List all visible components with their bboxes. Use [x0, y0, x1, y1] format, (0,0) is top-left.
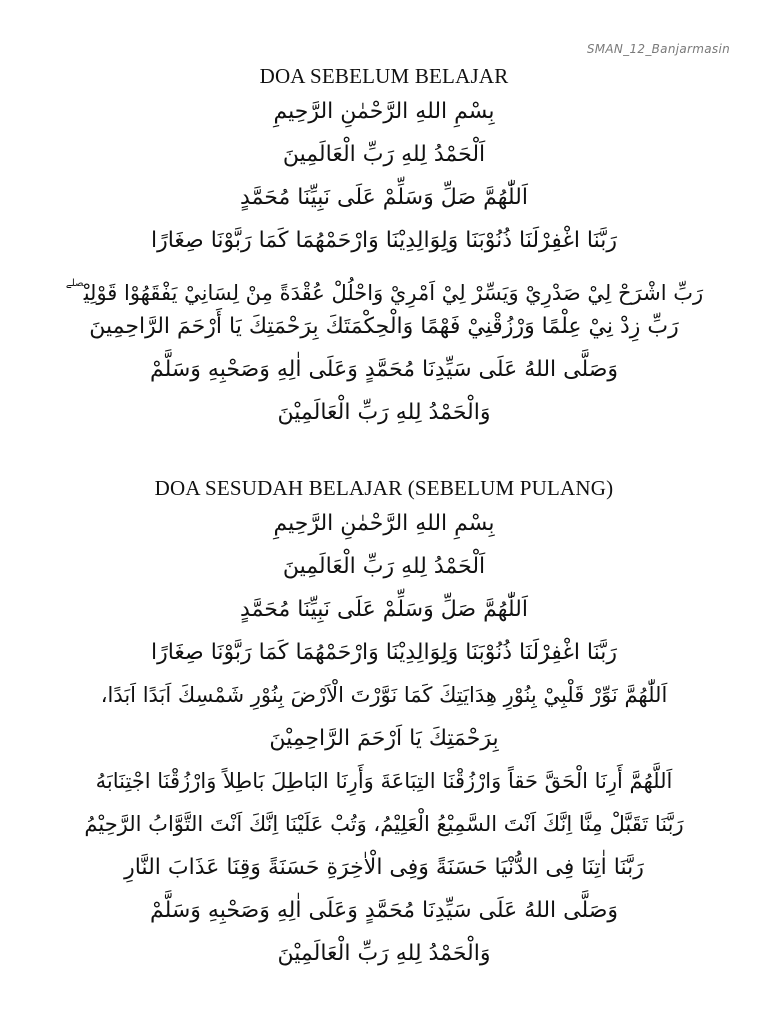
- arabic-line-nawwir-qalbi: اَللّٰهُمَّ نَوِّرْ قَلْبِيْ بِنُوْرِ هِدَايَتِكَ كَمَا نَوَّرْتَ الْاَرْضَ بِنُوْرِ شَمْسِكَ اَبَدًا اَبَدًا،: [100, 683, 668, 707]
- arabic-line-hamdalah: اَلْحَمْدُ لِلهِ رَبِّ الْعَالَمِينَ: [282, 142, 486, 167]
- arabic-line-hamdalah-penutup: وَالْحَمْدُ لِلهِ رَبِّ الْعَالَمِيْنَ: [277, 941, 491, 966]
- arabic-line-birahmatika: بِرَحْمَتِكَ يَا اَرْحَمَ الرَّاحِمِيْنَ: [269, 726, 499, 751]
- section-title: DOA SEBELUM BELAJAR: [259, 64, 509, 88]
- arabic-line-shalawat-penutup: وَصَلَّى اللهُ عَلَى سَيِّدِنَا مُحَمَّدٍ وَعَلَى اٰلِهِ وَصَحْبِهِ وَسَلَّمْ: [149, 898, 619, 923]
- section-doa-sesudah-belajar: [0, 474, 768, 975]
- arabic-line-doa-orang-tua: رَبَّنَا اغْفِرْلَنَا ذُنُوْبَنَا وَلِوَالِدِيْنَا وَارْحَمْهُمَا كَمَا رَبَّوْنَا صِغَارًا: [150, 640, 618, 665]
- arabic-line-shalawat: اَللّٰهُمَّ صَلِّ وَسَلِّمْ عَلَى نَبِيِّنَا مُحَمَّدٍ: [240, 185, 528, 210]
- arabic-line-shalawat: اَللّٰهُمَّ صَلِّ وَسَلِّمْ عَلَى نَبِيِّنَا مُحَمَّدٍ: [240, 597, 528, 622]
- arabic-line-rabbisyrahli: [0, 262, 768, 305]
- arabic-line-hamdalah: اَلْحَمْدُ لِلهِ رَبِّ الْعَالَمِينَ: [282, 554, 486, 579]
- arabic-line-rabbi-zidni: رَبِّ زِدْ نِيْ عِلْمًا وَرْزُقْنِيْ فَهْمًا وَالْحِكْمَتَكَ بِرَحْمَتِكَ يَا أَرْحَمَ الرَّاحِمِينَ: [89, 314, 679, 339]
- arabic-line-rabbana-atina: رَبَّنَا اٰتِنَا فِى الدُّنْيَا حَسَنَةً وَفِى الْاٰخِرَةِ حَسَنَةً وَقِنَا عَذَابَ النَّارِ: [124, 855, 644, 880]
- arabic-line-hamdalah-penutup: وَالْحَمْدُ لِلهِ رَبِّ الْعَالَمِيْنَ: [277, 400, 491, 425]
- arabic-line-text: رَبِّ اشْرَحْ لِيْ صَدْرِيْ وَيَسِّرْ لِيْ اَمْرِيْ وَاحْلُلْ عُقْدَةً مِنْ لِسَانِيْ يَفْقَهُوْا قَوْلِيْ: [83, 281, 704, 305]
- arabic-line-basmalah: بِسْمِ اللهِ الرَّحْمٰنِ الرَّحِيمِ: [273, 511, 495, 536]
- arabic-line-arinal-haqq: اَللَّهُمَّ أَرِنَا الْحَقَّ حَقاً وَارْزُقْنَا التِبَاعَةَ وَأَرِنَا البَاطِلَ بَاطِلاً وَارْزُقْنَا اجْتِنَابَهُ: [95, 769, 673, 793]
- section-doa-sebelum-belajar: [0, 62, 768, 434]
- watermark-label: SMAN_12_Banjarmasin: [586, 42, 730, 56]
- arabic-line-basmalah: بِسْمِ اللهِ الرَّحْمٰنِ الرَّحِيمِ: [273, 99, 495, 124]
- arabic-line-taqabbal-minna: رَبَّنَا تَقَبَّلْ مِنَّا اِنَّكَ اَنْتَ السَّمِيْعُ الْعَلِيْمُ، وَتُبْ عَلَيْنَا اِنَّكَ اَنْتَ التَّوَّابُ الرَّحِيْمُ: [84, 812, 684, 836]
- waqf-mark: صلے: [65, 278, 84, 289]
- arabic-line-shalawat-penutup: وَصَلَّى اللهُ عَلَى سَيِّدِنَا مُحَمَّدٍ وَعَلَى اٰلِهِ وَصَحْبِهِ وَسَلَّمْ: [149, 357, 619, 382]
- arabic-line-doa-orang-tua: رَبَّنَا اغْفِرْلَنَا ذُنُوْبَنَا وَلِوَالِدِيْنَا وَارْحَمْهُمَا كَمَا رَبَّوْنَا صِغَارًا: [150, 228, 618, 253]
- section-title: DOA SESUDAH BELAJAR (SEBELUM PULANG): [154, 476, 614, 500]
